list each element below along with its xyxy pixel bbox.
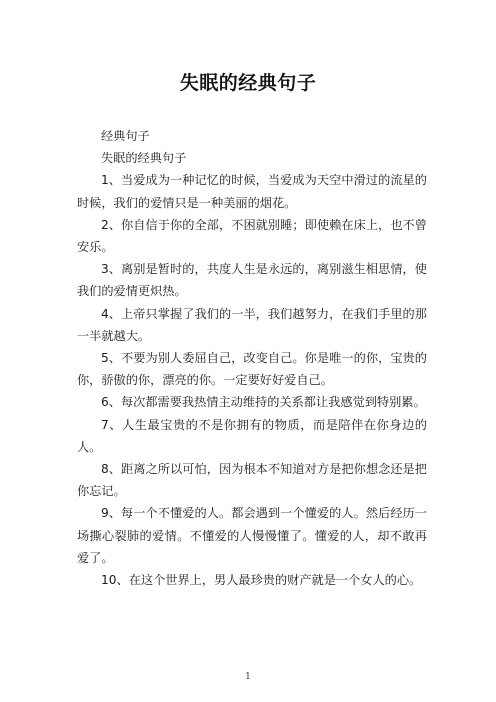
paragraph-item-4: 4、上帝只掌握了我们的一半，我们越努力，在我们手里的那一半就越大。 xyxy=(77,306,427,343)
paragraph-subheading: 失眠的经典句子 xyxy=(101,151,187,166)
paragraph-heading: 经典句子 xyxy=(101,129,150,143)
paragraph-item-1: 1、当爱成为一种记忆的时候，当爱成为天空中滑过的流星的时候，我们的爱情只是一种美丽的烟花。 xyxy=(77,173,427,210)
page-number: 1 xyxy=(245,672,251,682)
paragraph-item-2: 2、你自信于你的全部，不困就别睡；即使赖在床上，也不曾安乐。 xyxy=(77,217,427,255)
document-body xyxy=(77,125,427,591)
paragraph-item-9: 9、每一个不懂爱的人。都会遇到一个懂爱的人。然后经历一场撕心裂肺的爱情。不懂爱的人慢慢懂了。懂爱的人，却不敢再爱了。 xyxy=(77,506,427,565)
paragraph-item-6: 6、每次都需要我热情主动维持的关系都让我感觉到特别累。 xyxy=(101,395,426,410)
page-title: 失眠的经典句子 xyxy=(179,72,317,94)
paragraph-item-5: 5、不要为别人委屈自己，改变自己。你是唯一的你，宝贵的你，骄傲的你，漂亮的你。一定要好好爱自己。 xyxy=(77,351,427,388)
paragraph-item-7: 7、人生最宝贵的不是你拥有的物质，而是陪伴在你身边的人。 xyxy=(77,417,427,454)
paragraph-item-10: 10、在这个世界上，男人最珍贵的财产就是一个女人的心。 xyxy=(101,573,422,588)
paragraph-item-3: 3、离别是暂时的，共度人生是永远的，离别滋生相思情，使我们的爱情更炽热。 xyxy=(77,262,427,299)
paragraph-item-8: 8、距离之所以可怕，因为根本不知道对方是把你想念还是把你忘记。 xyxy=(77,462,427,499)
